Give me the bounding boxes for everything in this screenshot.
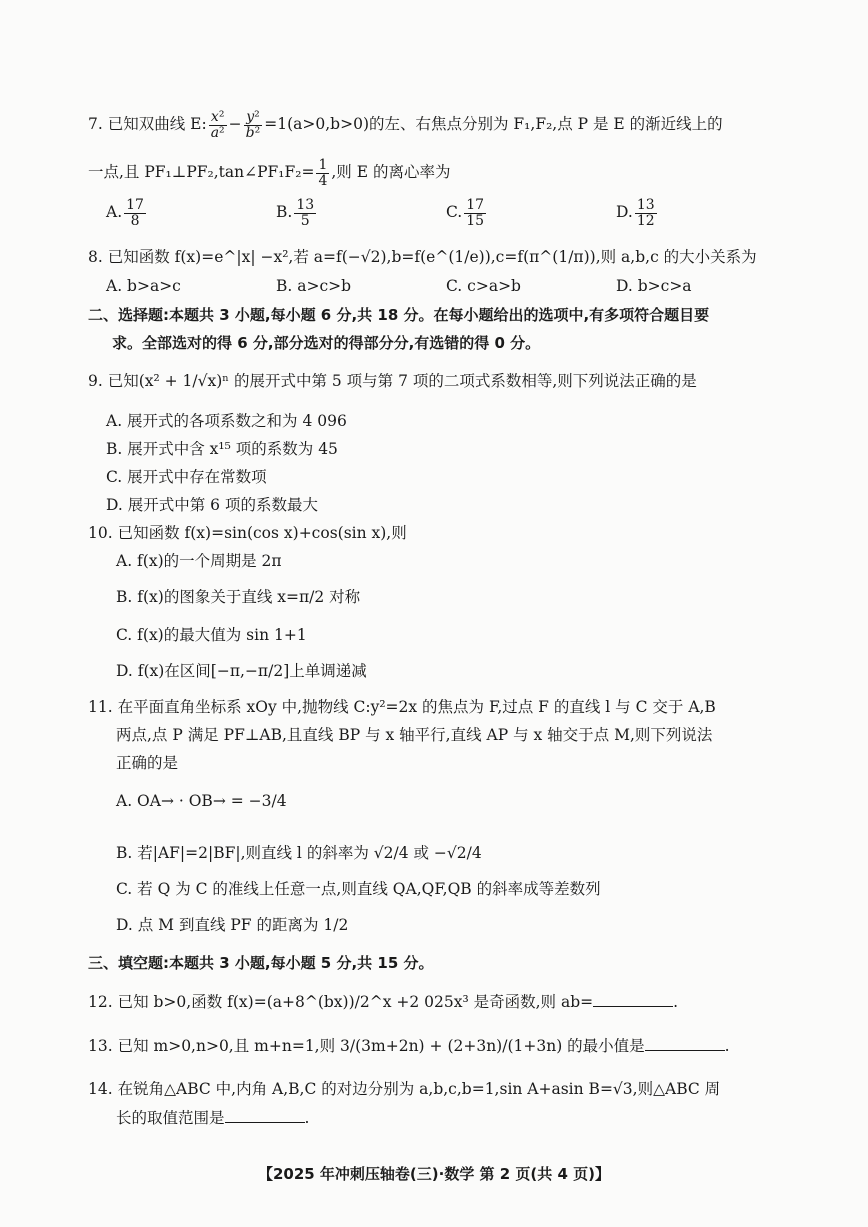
section2-heading: 二、选择题:本题共 3 小题,每小题 6 分,共 18 分。在每小题给出的选项中,有多项符合题目要 xyxy=(88,306,710,324)
q11-option-d: D. 点 M 到直线 PF 的距离为 1/2 xyxy=(116,916,349,934)
section2-note: 求。全部选对的得 6 分,部分选对的得部分分,有选错的得 0 分。 xyxy=(112,334,541,352)
q9-option-a: A. 展开式的各项系数之和为 4 096 xyxy=(106,412,347,430)
q12-answer-blank[interactable] xyxy=(593,992,673,1007)
q14-line2 xyxy=(116,1108,309,1128)
q14-tail: . xyxy=(304,1109,310,1127)
q7-line1: 7. 已知双曲线 E: $\frac{\text{x²}}{\text{a²}}$ − $\frac{\text{y²}}{\text{b²}}$ =1(a>0,b>0)的左、右焦点分别为 F₁,F₂,点 P 是 E 的渐近线上的 xyxy=(88,109,723,141)
q11-line1: 11. 在平面直角坐标系 xOy 中,抛物线 C:y²=2x 的焦点为 F,过点 F 的直线 l 与 C 交于 A,B xyxy=(88,698,716,716)
q7-option-b: B. $\frac{13}{5}$ xyxy=(276,197,315,229)
q14-line2-text: 长的取值范围是 xyxy=(116,1109,225,1127)
q11-option-a: A. OA→ · OB→ = −3/4 xyxy=(116,792,287,810)
q11-option-b: B. 若|AF|=2|BF|,则直线 l 的斜率为 √2/4 或 −√2/4 xyxy=(116,844,482,862)
q11-option-c: C. 若 Q 为 C 的准线上任意一点,则直线 QA,QF,QB 的斜率成等差数列 xyxy=(116,880,601,898)
q9-option-b: B. 展开式中含 x¹⁵ 项的系数为 45 xyxy=(106,440,338,458)
q8-option-d: D. b>c>a xyxy=(616,277,692,295)
q9-option-d: D. 展开式中第 6 项的系数最大 xyxy=(106,496,318,514)
q10-option-c: C. f(x)的最大值为 sin 1+1 xyxy=(116,626,307,644)
q10-option-d: D. f(x)在区间[−π,−π/2]上单调递减 xyxy=(116,662,367,680)
q8-option-a: A. b>a>c xyxy=(106,277,181,295)
q12-line xyxy=(88,992,678,1012)
q7-stem-b: =1(a>0,b>0)的左、右焦点分别为 F₁,F₂,点 P 是 E 的渐近线上的 xyxy=(264,115,723,134)
q7-line2 xyxy=(88,158,450,188)
q11-line2: 两点,点 P 满足 PF⊥AB,且直线 BP 与 x 轴平行,直线 AP 与 x 轴交于点 M,则下列说法 xyxy=(116,726,713,744)
q9-option-c: C. 展开式中存在常数项 xyxy=(106,468,267,486)
q7-line2-a: 一点,且 PF₁⊥PF₂,tan∠PF₁F₂= xyxy=(88,163,315,182)
q13-line xyxy=(88,1036,730,1056)
q13-answer-blank[interactable] xyxy=(645,1036,725,1051)
q8-option-c: C. c>a>b xyxy=(446,277,521,295)
q10-stem: 10. 已知函数 f(x)=sin(cos x)+cos(sin x),则 xyxy=(88,524,407,542)
q9-stem: 9. 已知(x² + 1/√x)ⁿ 的展开式中第 5 项与第 7 项的二项式系数相等,则下列说法正确的是 xyxy=(88,372,697,390)
q12-stem: 12. 已知 b>0,函数 f(x)=(a+8^(bx))/2^x +2 025x³ 是奇函数,则 ab= xyxy=(88,993,594,1011)
q14-line1: 14. 在锐角△ABC 中,内角 A,B,C 的对边分别为 a,b,c,b=1,sin A+asin B=√3,则△ABC 周 xyxy=(88,1080,721,1098)
q13-tail: . xyxy=(724,1037,730,1055)
q10-option-b: B. f(x)的图象关于直线 x=π/2 对称 xyxy=(116,588,361,606)
page-footer: 【2025 年冲刺压轴卷(三)·数学 第 2 页(共 4 页)】 xyxy=(257,1165,611,1183)
q7-frac-y: $\frac{\text{y²}}{\text{b²}}$ xyxy=(245,109,261,141)
section3-heading: 三、填空题:本题共 3 小题,每小题 5 分,共 15 分。 xyxy=(88,954,434,972)
q12-tail: . xyxy=(673,993,679,1011)
q7-frac-tan: $\frac{1}{4}$ xyxy=(318,157,328,189)
q13-stem: 13. 已知 m>0,n>0,且 m+n=1,则 3/(3m+2n) + (2+3n)/(1+3n) 的最小值是 xyxy=(88,1037,645,1055)
q7-option-a: A. $\frac{17}{8}$ xyxy=(106,197,144,229)
q11-line3: 正确的是 xyxy=(116,754,179,772)
q7-option-d: D. $\frac{13}{12}$ xyxy=(616,197,655,229)
q7-frac-x: $\frac{\text{x²}}{\text{a²}}$ xyxy=(210,109,225,141)
q7-stem-a: 7. 已知双曲线 E: xyxy=(88,115,207,134)
q7-line2-b: ,则 E 的离心率为 xyxy=(331,163,451,182)
q10-option-a: A. f(x)的一个周期是 2π xyxy=(116,552,282,570)
q8-stem: 8. 已知函数 f(x)=e^|x| −x²,若 a=f(−√2),b=f(e^(1/e)),c=f(π^(1/π)),则 a,b,c 的大小关系为 xyxy=(88,248,757,266)
q8-option-b: B. a>c>b xyxy=(276,277,352,295)
q7-option-c: C. $\frac{17}{15}$ xyxy=(446,197,485,229)
q14-answer-blank[interactable] xyxy=(225,1108,305,1123)
